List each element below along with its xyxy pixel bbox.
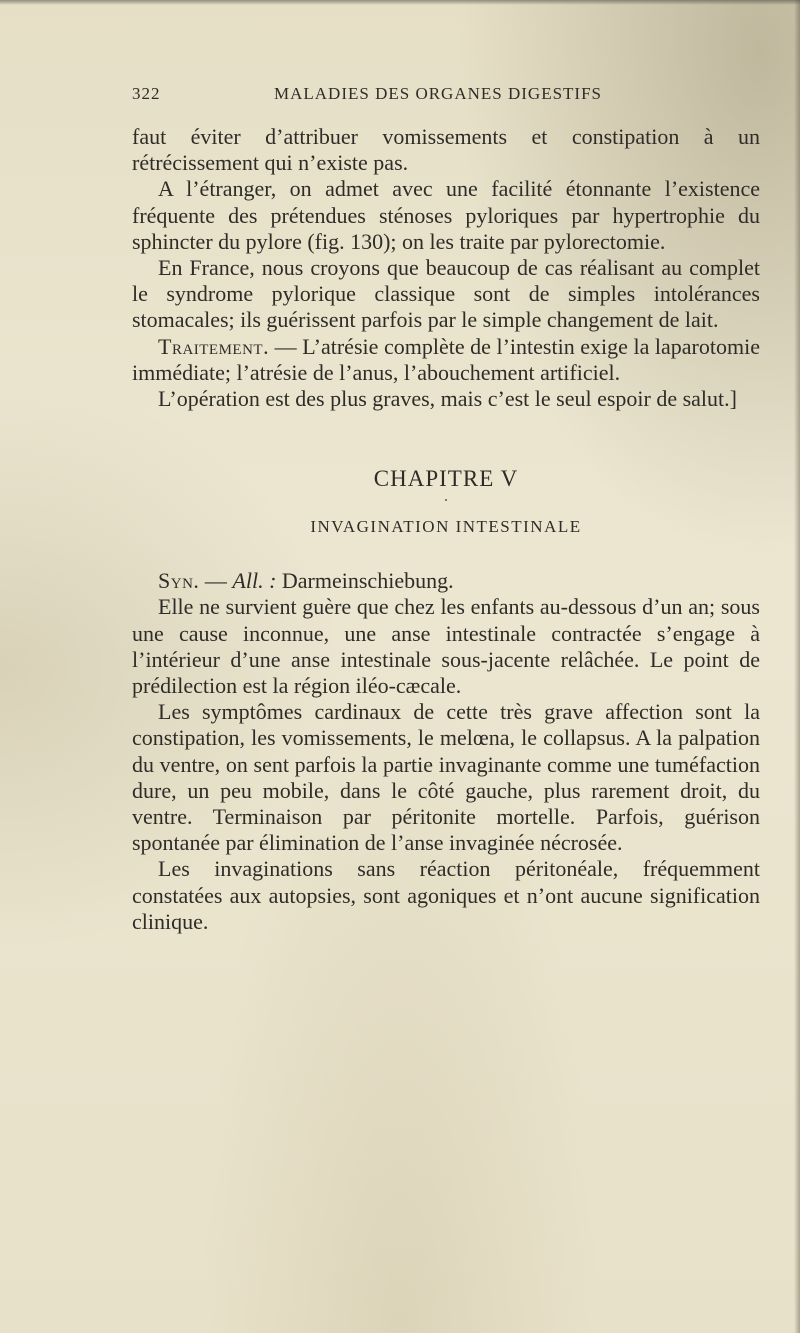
synonym-dash: — (199, 568, 233, 594)
synonym-label: Syn. (158, 568, 200, 594)
paragraph-operation: L’opération est des plus graves, mais c’est le seul espoir de salut.] (158, 386, 737, 412)
traitement-text: — L’atrésie complète de l’intestin exige la laparotomie immédiate; l’atrésie de l’anus, l’abouchement artificiel. (132, 333, 760, 385)
running-title: MALADIES DES ORGANES DIGESTIFS (274, 84, 602, 103)
paragraph-france: En France, nous croyons que beaucoup de cas réalisant au complet le syndrome pylorique classique sont de simples intolérances stomacales; ils guérissent parfois par le simple changement de lait. (132, 255, 760, 333)
page-top-edge-shadow (0, 0, 800, 5)
running-head (132, 84, 760, 110)
paragraph-traitement (132, 334, 760, 386)
page-text (132, 124, 760, 935)
paragraph-continuation: faut éviter d’attribuer vomissements et constipation à un rétrécissement qui n’existe pas. (132, 124, 760, 176)
traitement-label: Traitement. (158, 333, 270, 359)
chapter-ornament: • (444, 496, 448, 506)
paragraph-autopsies: Les invaginations sans réaction péritonéale, fréquemment constatées aux autopsies, sont agoniques et n’ont aucune signification clinique. (132, 856, 760, 934)
synonym-line (132, 568, 760, 594)
synonym-language: All. : (232, 568, 277, 594)
chapter-subtitle: INVAGINATION INTESTINALE (310, 517, 582, 537)
paragraph-etranger: A l’étranger, on admet avec une facilité étonnante l’existence fréquente des prétendues sténoses pyloriques par hypertrophie du sphincter du pylore (fig. 130); on les traite par pylorectomie. (132, 176, 760, 254)
page-right-edge-shadow (794, 0, 800, 1333)
paragraph-definition: Elle ne survient guère que chez les enfants au-dessous d’un an; sous une cause inconnue, une anse intestinale contractée s’engage à l’intérieur d’une anse intestinale sous-jacente relâchée. Le point de prédilection est la région iléo-cæcale. (132, 594, 760, 699)
paragraph-symptoms: Les symptômes cardinaux de cette très grave affection sont la constipation, les vomissements, le melœna, le collapsus. A la palpation du ventre, on sent parfois la partie invaginante comme une tuméfaction dure, un peu mobile, dans le côté gauche, plus rarement droit, du ventre. Terminaison par péritonite mortelle. Parfois, guérison spontanée par élimination de l’anse invaginée nécrosée. (132, 699, 760, 856)
synonym-term: Darmeinschiebung. (276, 568, 454, 594)
page-number: 322 (132, 84, 161, 103)
chapter-title: CHAPITRE V (373, 466, 519, 492)
